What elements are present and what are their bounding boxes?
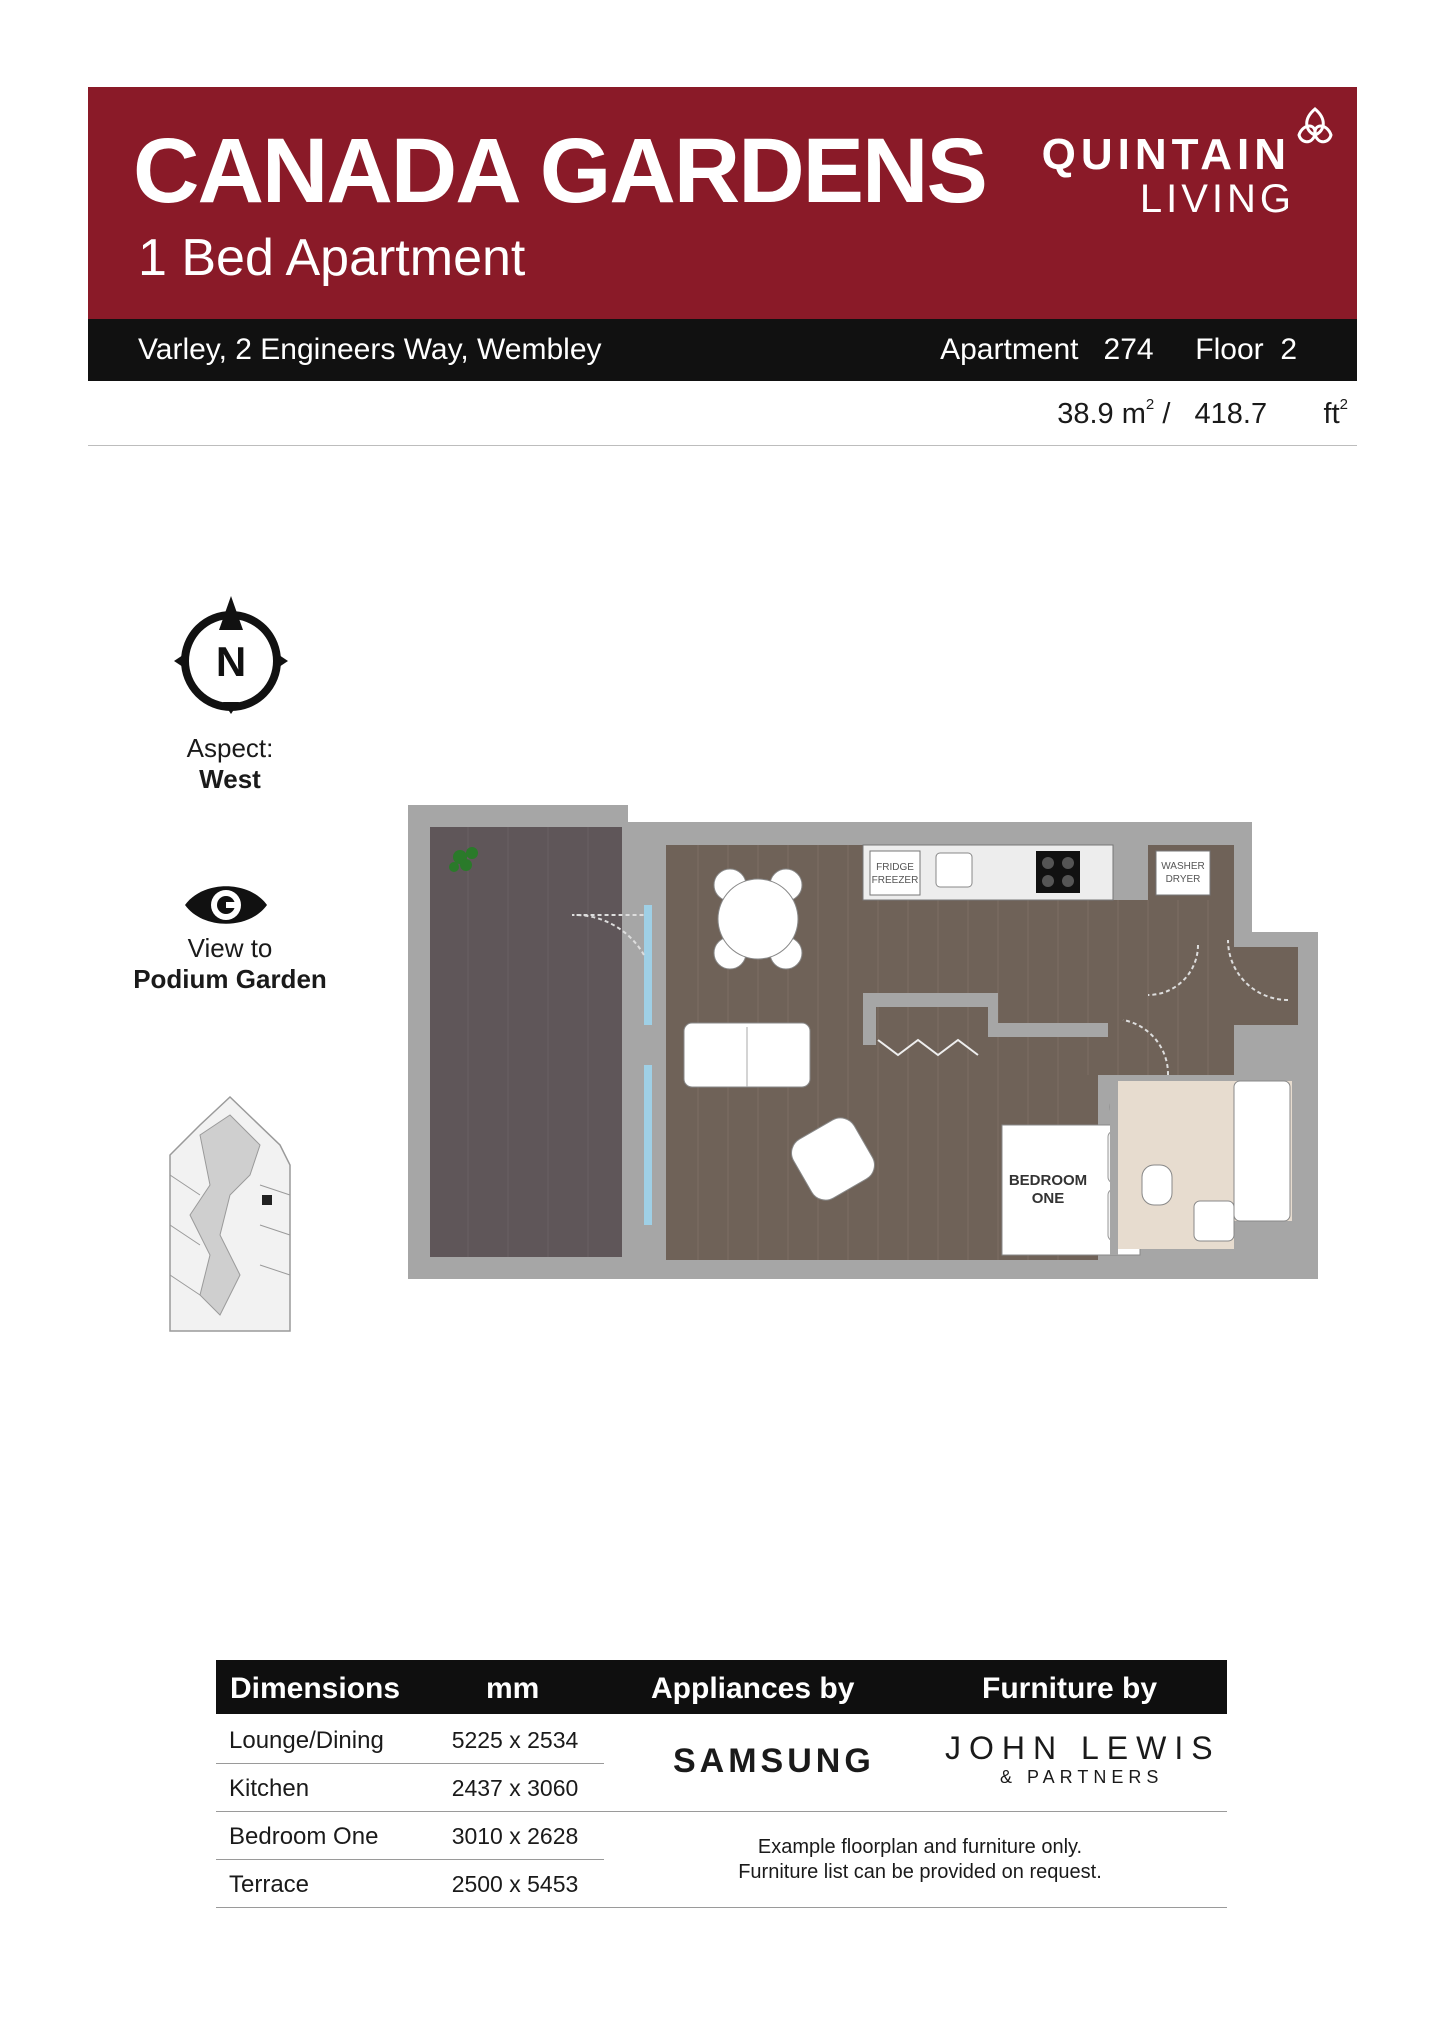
header-dimensions: Dimensions bbox=[230, 1672, 401, 1705]
table-row-size: 2437 x 3060 bbox=[451, 1775, 579, 1801]
dining-table bbox=[718, 879, 798, 959]
view-label: View to bbox=[187, 933, 273, 963]
disclaimer-line-2: Furniture list can be provided on request. bbox=[738, 1861, 1102, 1883]
area-sqft-unit: ft bbox=[1323, 398, 1340, 430]
john-lewis-logo: JOHN LEWIS bbox=[945, 1730, 1221, 1766]
table-bottom-border bbox=[216, 1907, 1227, 1908]
area-separator: / bbox=[1162, 398, 1171, 430]
row-divider bbox=[216, 1763, 604, 1764]
samsung-logo: SAMSUNG bbox=[673, 1742, 875, 1780]
table-row-room: Kitchen bbox=[229, 1775, 310, 1802]
area-sqm-value: 38.9 bbox=[1057, 398, 1114, 430]
floor-label: Floor bbox=[1195, 333, 1264, 366]
development-title: CANADA GARDENS bbox=[133, 120, 986, 222]
bedroom-label-1: BEDROOM bbox=[1008, 1172, 1088, 1189]
toilet bbox=[1142, 1165, 1172, 1205]
table-row-size: 5225 x 2534 bbox=[451, 1727, 579, 1753]
apartment-number: 274 bbox=[1103, 333, 1154, 366]
north-compass-icon bbox=[172, 594, 290, 716]
area-summary bbox=[1057, 398, 1348, 431]
fridge-freezer bbox=[870, 851, 920, 895]
row-divider bbox=[216, 1811, 1227, 1812]
compass-letter: N bbox=[215, 638, 247, 685]
bathtub bbox=[1234, 1081, 1290, 1221]
window-glazing-2 bbox=[644, 1065, 652, 1225]
floor-number: 2 bbox=[1280, 333, 1297, 366]
area-sqft-value: 418.7 bbox=[1194, 398, 1268, 430]
brand-sub: LIVING bbox=[1139, 177, 1295, 221]
area-sqm-superscript: 2 bbox=[1145, 396, 1155, 413]
washer-label-1: WASHER bbox=[1161, 861, 1205, 872]
header-divider bbox=[88, 445, 1357, 446]
aspect-value: West bbox=[199, 764, 261, 794]
terrace-floor bbox=[430, 827, 622, 1257]
table-row-room: Bedroom One bbox=[229, 1823, 379, 1850]
disclaimer-line-1: Example floorplan and furniture only. bbox=[757, 1836, 1083, 1858]
bedroom-label-2: ONE bbox=[1031, 1190, 1065, 1207]
quintain-logo-icon bbox=[1293, 105, 1337, 149]
building-keyplan bbox=[160, 1095, 300, 1335]
header-appliances: Appliances by bbox=[651, 1672, 855, 1705]
address-bar bbox=[88, 319, 1357, 381]
floorplan bbox=[408, 805, 1318, 1285]
basin bbox=[1194, 1201, 1234, 1241]
sink bbox=[936, 853, 972, 887]
brand-name: QUINTAIN bbox=[1041, 130, 1291, 179]
apartment-label: Apartment bbox=[940, 333, 1079, 366]
hob bbox=[1036, 851, 1080, 893]
header-furniture: Furniture by bbox=[982, 1672, 1158, 1705]
header-mm: mm bbox=[486, 1672, 540, 1705]
apartment-info bbox=[940, 333, 1297, 366]
eye-icon bbox=[183, 880, 269, 930]
header-banner bbox=[88, 87, 1357, 319]
table-row-room: Lounge/Dining bbox=[229, 1727, 384, 1754]
keyplan-highlight bbox=[262, 1195, 272, 1205]
table-row-size: 2500 x 5453 bbox=[451, 1871, 579, 1897]
area-sqft-superscript: 2 bbox=[1339, 396, 1348, 413]
aspect-label: Aspect: bbox=[186, 733, 274, 763]
fridge-label-1: FRIDGE bbox=[876, 862, 914, 873]
view-value: Podium Garden bbox=[133, 964, 327, 994]
row-divider bbox=[216, 1859, 604, 1860]
fridge-label-2: FREEZER bbox=[871, 875, 919, 886]
table-row-room: Terrace bbox=[229, 1871, 310, 1898]
address-text: Varley, 2 Engineers Way, Wembley bbox=[138, 333, 602, 366]
table-row-size: 3010 x 2628 bbox=[451, 1823, 579, 1849]
washer-label-2: DRYER bbox=[1165, 874, 1201, 885]
window-glazing bbox=[644, 905, 652, 1025]
john-lewis-subline: & PARTNERS bbox=[1000, 1767, 1164, 1787]
apartment-type: 1 Bed Apartment bbox=[138, 229, 526, 287]
area-sqm-unit: m bbox=[1121, 398, 1146, 430]
bathroom-wall bbox=[1110, 1075, 1118, 1255]
washer-dryer bbox=[1156, 851, 1210, 895]
table-header bbox=[216, 1660, 1227, 1714]
